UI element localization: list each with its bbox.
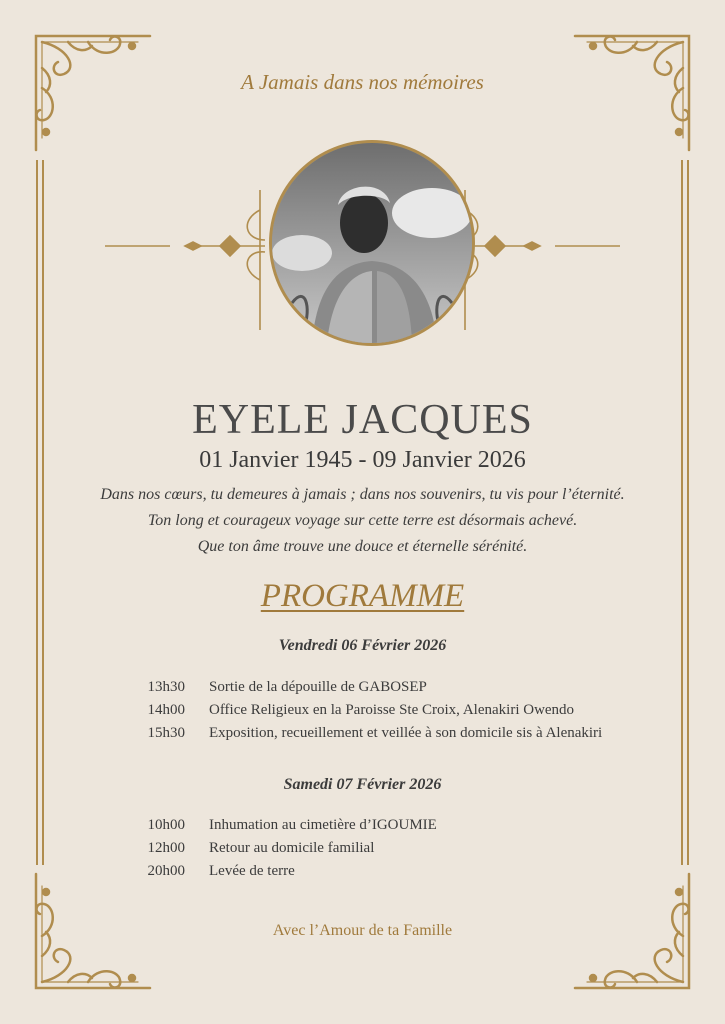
programme-item-desc: Office Religieux en la Paroisse Ste Croix, Alenakiri Owendo	[209, 702, 575, 718]
programme-item-time: 13h30	[147, 679, 185, 695]
life-dates: 01 Janvier 1945 - 09 Janvier 2026	[199, 447, 526, 473]
programme-item	[0, 725, 725, 747]
programme-item-time: 20h00	[147, 863, 185, 879]
programme-item-desc: Exposition, recueillement et veillée à son domicile sis à Alenakiri	[209, 725, 603, 741]
programme-item	[0, 702, 725, 724]
programme-item	[0, 817, 725, 839]
portrait-photo	[269, 140, 475, 346]
programme-item-time: 14h00	[147, 702, 185, 718]
programme-item	[0, 840, 725, 862]
programme-item	[0, 679, 725, 701]
programme-day-heading: Vendredi 06 Février 2026	[278, 637, 447, 654]
programme-item-time: 10h00	[147, 817, 185, 833]
verse-line: Que ton âme trouve une douce et éternelle sérénité.	[197, 538, 528, 555]
programme-item-time: 15h30	[147, 725, 185, 741]
programme-item-time: 12h00	[147, 840, 185, 856]
deceased-name: EYELE JACQUES	[192, 397, 533, 443]
programme-item-desc: Levée de terre	[209, 863, 295, 879]
programme-item-desc: Inhumation au cimetière d’IGOUMIE	[209, 817, 437, 833]
family-signature: Avec l’Amour de ta Famille	[272, 922, 453, 939]
programme-item-desc: Retour au domicile familial	[209, 840, 375, 856]
programme-item	[0, 863, 725, 885]
programme-day-heading: Samedi 07 Février 2026	[283, 776, 442, 793]
tagline: A Jamais dans nos mémoires	[241, 70, 484, 94]
verse-line: Dans nos cœurs, tu demeures à jamais ; dans nos souvenirs, tu vis pour l’éternité.	[100, 486, 625, 503]
programme-item-desc: Sortie de la dépouille de GABOSEP	[209, 679, 427, 695]
programme-title: PROGRAMME	[260, 578, 465, 614]
verse-line: Ton long et courageux voyage sur cette terre est désormais achevé.	[147, 512, 578, 529]
